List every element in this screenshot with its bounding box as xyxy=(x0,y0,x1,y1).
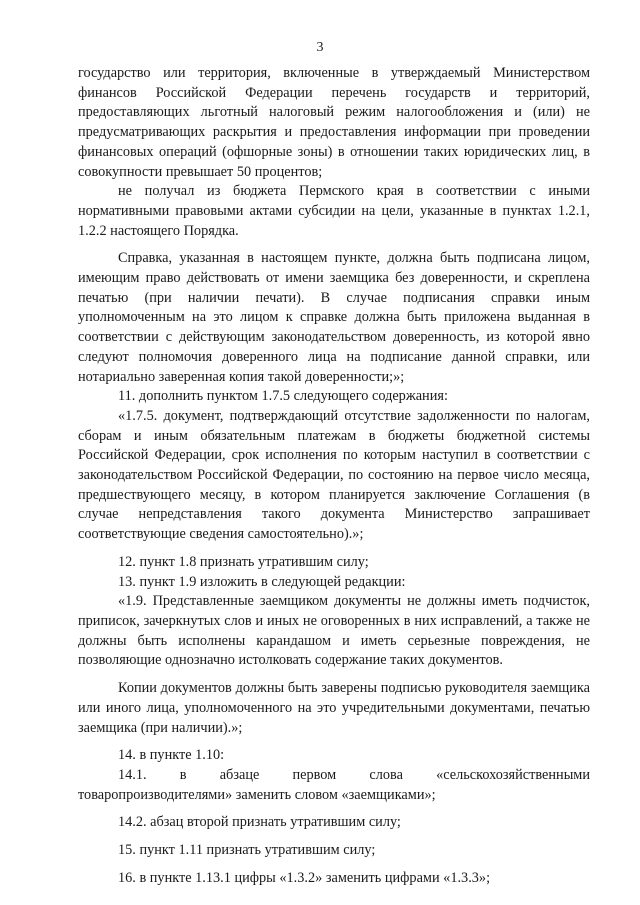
paragraph: 12. пункт 1.8 признать утратившим силу; xyxy=(118,553,369,570)
paragraph: «1.7.5. документ, подтверждающий отсутствие задолженности по налогам, сборам и иным обязательным платежам в бюджеты бюджетной системы Российской Федерации, срок исполнения по которым наступил в соответствии с законодательством Российской Федерации, по состоянию на первое число месяца, предшествующего месяцу, в котором планируется заключение Соглашения (в случае непредставления такого документа Министерство запрашивает соответствующие сведения самостоятельно).»; xyxy=(78,407,590,543)
paragraph: «1.9. Представленные заемщиком документы не должны иметь подчисток, приписок, зачеркнутых слов и иных не оговоренных в них исправлений, а также не должны быть исполнены карандашом и иметь серьезные повреждения, не позволяющие однозначно истолковать содержание таких документов. xyxy=(78,593,590,669)
paragraph: государство или территория, включенные в утверждаемый Министерством финансов Российской Федерации перечень государств и территорий, предоставляющих льготный налоговый режим налогообложения и (или) не предусматривающих раскрытия и предоставления информации при проведении финансовых операций (офшорные зоны) в отношении таких юридических лиц, в совокупности превышает 50 процентов; xyxy=(78,65,590,180)
paragraph: Копии документов должны быть заверены подписью руководителя заемщика или иного лица, уполномоченного на это учредительными документами, печатью заемщика (при наличии).»; xyxy=(78,680,590,736)
paragraph: 11. дополнить пунктом 1.7.5 следующего содержания: xyxy=(118,388,448,405)
paragraph: Справка, указанная в настоящем пункте, должна быть подписана лицом, имеющим право действовать от имени заемщика без доверенности, и скреплена печатью (при наличии печати). В случае подписания справки иным уполномоченным на это лицом к справке должна быть приложена выданная в соответствии с действующим законодательством доверенность, из которой явно следуют полномочия доверенного лица на подписание данной справки, или нотариально заверенная копия такой доверенности;»; xyxy=(78,250,590,385)
page-number: 3 xyxy=(316,40,324,55)
paragraph: 14.1. в абзаце первом слова «сельскохозяйственными товаропроизводителями» заменить словом «заемщиками»; xyxy=(78,766,590,803)
paragraph: 13. пункт 1.9 изложить в следующей редакции: xyxy=(118,573,406,590)
paragraph: 15. пункт 1.11 признать утратившим силу; xyxy=(118,842,376,859)
paragraph: 14.2. абзац второй признать утратившим силу; xyxy=(118,814,401,831)
paragraph: 14. в пункте 1.10: xyxy=(118,747,225,764)
paragraph: не получал из бюджета Пермского края в соответствии с иными нормативными правовыми актами субсидии на цели, указанные в пунктах 1.2.1, 1.2.2 настоящего Порядка. xyxy=(78,183,590,239)
paragraph: 16. в пункте 1.13.1 цифры «1.3.2» заменить цифрами «1.3.3»; xyxy=(118,869,491,886)
document-body xyxy=(78,64,590,888)
